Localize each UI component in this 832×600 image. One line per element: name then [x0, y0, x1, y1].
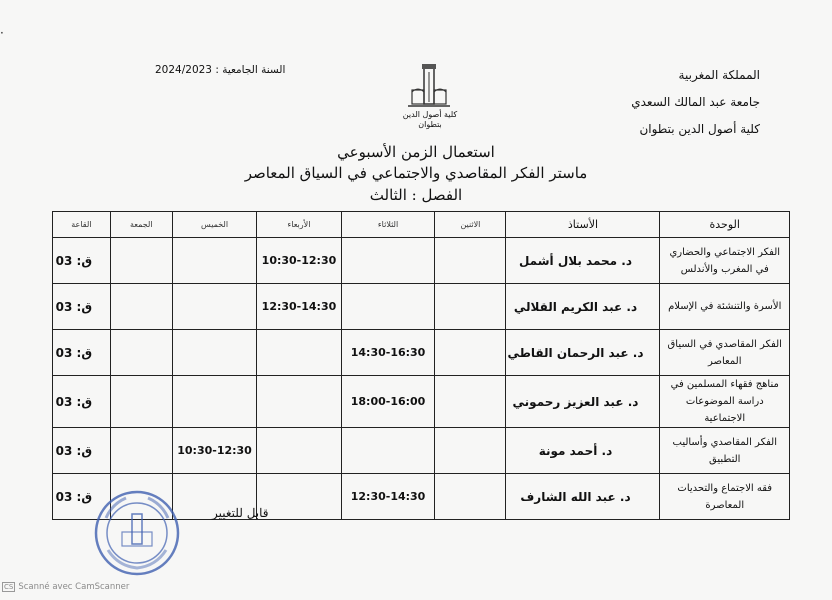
thursday-cell: [172, 238, 256, 284]
wednesday-cell: 10:30-12:30: [257, 238, 341, 284]
table-row: [53, 238, 790, 284]
table-header-row: [53, 212, 790, 238]
monday-cell: [435, 238, 506, 284]
friday-cell: [110, 376, 172, 428]
tuesday-cell: [341, 238, 435, 284]
official-stamp: [92, 488, 182, 578]
header-tuesday: الثلاثاء: [341, 212, 435, 238]
faculty-label: كلية أصول الدين بتطوان: [639, 122, 760, 136]
unit-cell: فقه الاجتماع والتحديات المعاصرة: [660, 474, 790, 520]
friday-cell: [110, 238, 172, 284]
header-unit: الوحدة: [660, 212, 790, 238]
professor-cell: د. عبد الله الشارف: [506, 474, 660, 520]
room-cell: ق: 03: [53, 330, 111, 376]
wednesday-cell: 12:30-14:30: [257, 284, 341, 330]
camscanner-icon: CS: [4, 583, 14, 591]
tuesday-cell: [341, 284, 435, 330]
table-row: [53, 376, 790, 428]
unit-cell: مناهج فقهاء المسلمين في دراسة الموضوعات الاجتماعية: [660, 376, 790, 428]
thursday-cell: 10:30-12:30: [172, 428, 256, 474]
wednesday-cell: [257, 330, 341, 376]
scanner-watermark: [2, 582, 129, 592]
logo-caption: كلية أصول الدين بتطوان: [402, 110, 458, 129]
wednesday-cell: [257, 474, 341, 520]
professor-cell: د. عبد الكريم القلالي: [506, 284, 660, 330]
unit-cell: الفكر المقاصدي في السياق المعاصر: [660, 330, 790, 376]
header-monday: الاثنين: [435, 212, 506, 238]
header-professor: الأستاذ: [506, 212, 660, 238]
academic-year: السنة الجامعية : 2024/2023: [155, 64, 286, 76]
semester-title: الفصل : الثالث: [369, 186, 463, 204]
friday-cell: [110, 428, 172, 474]
thursday-cell: [172, 284, 256, 330]
scan-mark: ·: [0, 26, 4, 40]
tuesday-cell: 12:30-14:30: [341, 474, 435, 520]
professor-cell: د. عبد العزيز رحموني: [506, 376, 660, 428]
room-cell: ق: 03: [53, 474, 111, 520]
table-row: [53, 330, 790, 376]
thursday-cell: [172, 330, 256, 376]
monday-cell: [435, 376, 506, 428]
monday-cell: [435, 474, 506, 520]
room-cell: ق: 03: [53, 284, 111, 330]
professor-cell: د. محمد بلال أشمل: [506, 238, 660, 284]
header-wednesday: الأربعاء: [257, 212, 341, 238]
unit-cell: الفكر الاجتماعي والحضاري في المغرب والأندلس: [660, 238, 790, 284]
unit-cell: الفكر المقاصدي وأساليب التطبيق: [660, 428, 790, 474]
tuesday-cell: [341, 428, 435, 474]
tuesday-cell: 18:00-16:00: [341, 376, 435, 428]
friday-cell: [110, 330, 172, 376]
university-label: جامعة عبد المالك السعدي: [631, 95, 760, 109]
room-cell: ق: 03: [53, 376, 111, 428]
header-room: القاعة: [53, 212, 111, 238]
schedule-table: [52, 211, 790, 520]
header-friday: الجمعة: [110, 212, 172, 238]
kingdom-label: المملكة المغربية: [678, 68, 760, 82]
program-title: ماستر الفكر المقاصدي والاجتماعي في السياق المعاصر: [244, 164, 588, 182]
room-cell: ق: 03: [53, 238, 111, 284]
wednesday-cell: [257, 428, 341, 474]
thursday-cell: [172, 376, 256, 428]
subject-to-change-note: قابل للتغيير: [212, 506, 269, 520]
unit-cell: الأسرة والتنشئة في الإسلام: [660, 284, 790, 330]
tuesday-cell: 14:30-16:30: [341, 330, 435, 376]
professor-cell: د. عبد الرحمان القاطي: [506, 330, 660, 376]
institution-header: [580, 62, 760, 143]
room-cell: ق: 03: [53, 428, 111, 474]
wednesday-cell: [257, 376, 341, 428]
table-row: [53, 428, 790, 474]
header-thursday: الخميس: [172, 212, 256, 238]
professor-cell: د. أحمد مونة: [506, 428, 660, 474]
scanner-text: Scanné avec CamScanner: [18, 582, 130, 592]
friday-cell: [110, 284, 172, 330]
monday-cell: [435, 428, 506, 474]
monday-cell: [435, 330, 506, 376]
table-row: [53, 284, 790, 330]
schedule-title: استعمال الزمن الأسبوعي: [337, 143, 495, 161]
monday-cell: [435, 284, 506, 330]
